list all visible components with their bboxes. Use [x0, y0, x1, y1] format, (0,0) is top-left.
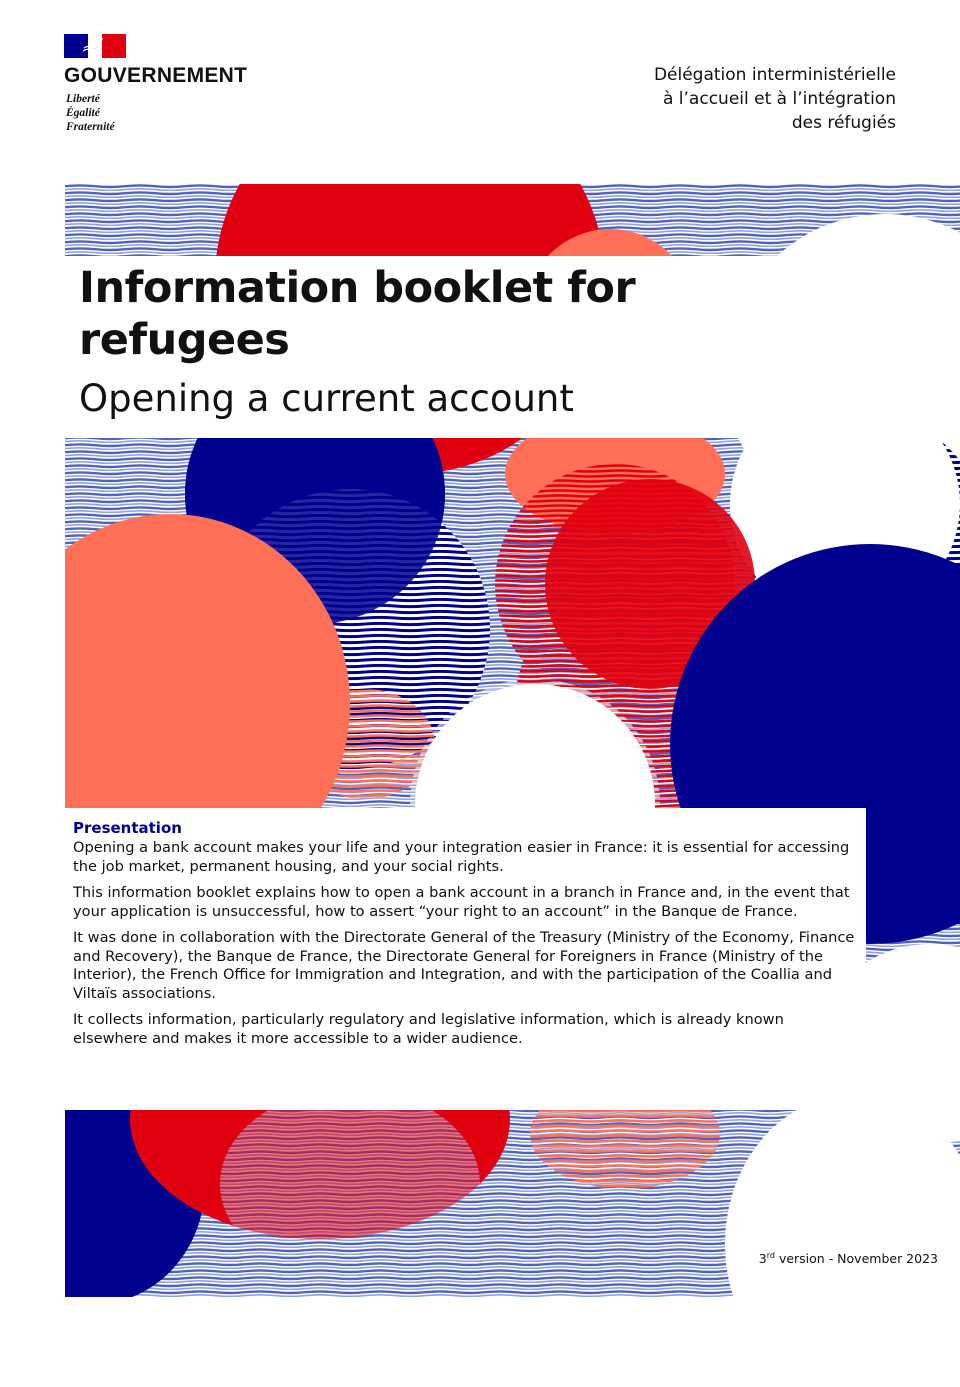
presentation-paragraph-3: It was done in collaboration with the Directorate General of the Treasury (Ministry of the Economy, Finance and Recovery), the Banque de France, the Directorate General for Foreigners in France (Ministry of the Interior), the French Office for Immigration and Integration, and with the participation of the Coallia and Viltaïs associations.: [73, 929, 855, 1002]
delegation-name: [536, 63, 896, 135]
marianne-flag-icon: [64, 34, 126, 58]
government-name: GOUVERNEMENT: [64, 64, 248, 87]
presentation-paragraph-2: This information booklet explains how to open a bank account in a branch in France and, in the event that your application is unsuccessful, how to assert “your right to an account” in the Banque de France.: [73, 884, 850, 920]
motto-fraternite: Fraternité: [66, 121, 115, 133]
booklet-title: Information booklet for refugees: [79, 263, 636, 365]
version-label: [755, 1250, 942, 1268]
presentation-paragraph-1: Opening a bank account makes your life and your integration easier in France: it is essential for accessing the job market, permanent housing, and your social rights.: [73, 839, 850, 875]
version-number: 3: [758, 1251, 767, 1266]
motto-egalite: Égalité: [66, 107, 100, 119]
delegation-line-3: des réfugiés: [791, 113, 896, 133]
presentation-section: [65, 808, 866, 1110]
republic-motto: [66, 92, 115, 134]
delegation-line-1: Délégation interministérielle: [653, 65, 896, 85]
booklet-subtitle: Opening a current account: [79, 377, 574, 420]
motto-liberte: Liberté: [66, 93, 100, 105]
title-card: [65, 256, 864, 438]
government-logo: [64, 34, 284, 144]
version-date: version - November 2023: [774, 1251, 938, 1266]
version-ordinal: rd: [766, 1250, 775, 1260]
delegation-line-2: à l’accueil et à l’intégration: [662, 89, 896, 109]
presentation-heading: Presentation: [73, 819, 182, 837]
presentation-paragraph-4: It collects information, particularly regulatory and legislative information, which is already known elsewhere and makes it more accessible to a wider audience.: [73, 1011, 784, 1047]
